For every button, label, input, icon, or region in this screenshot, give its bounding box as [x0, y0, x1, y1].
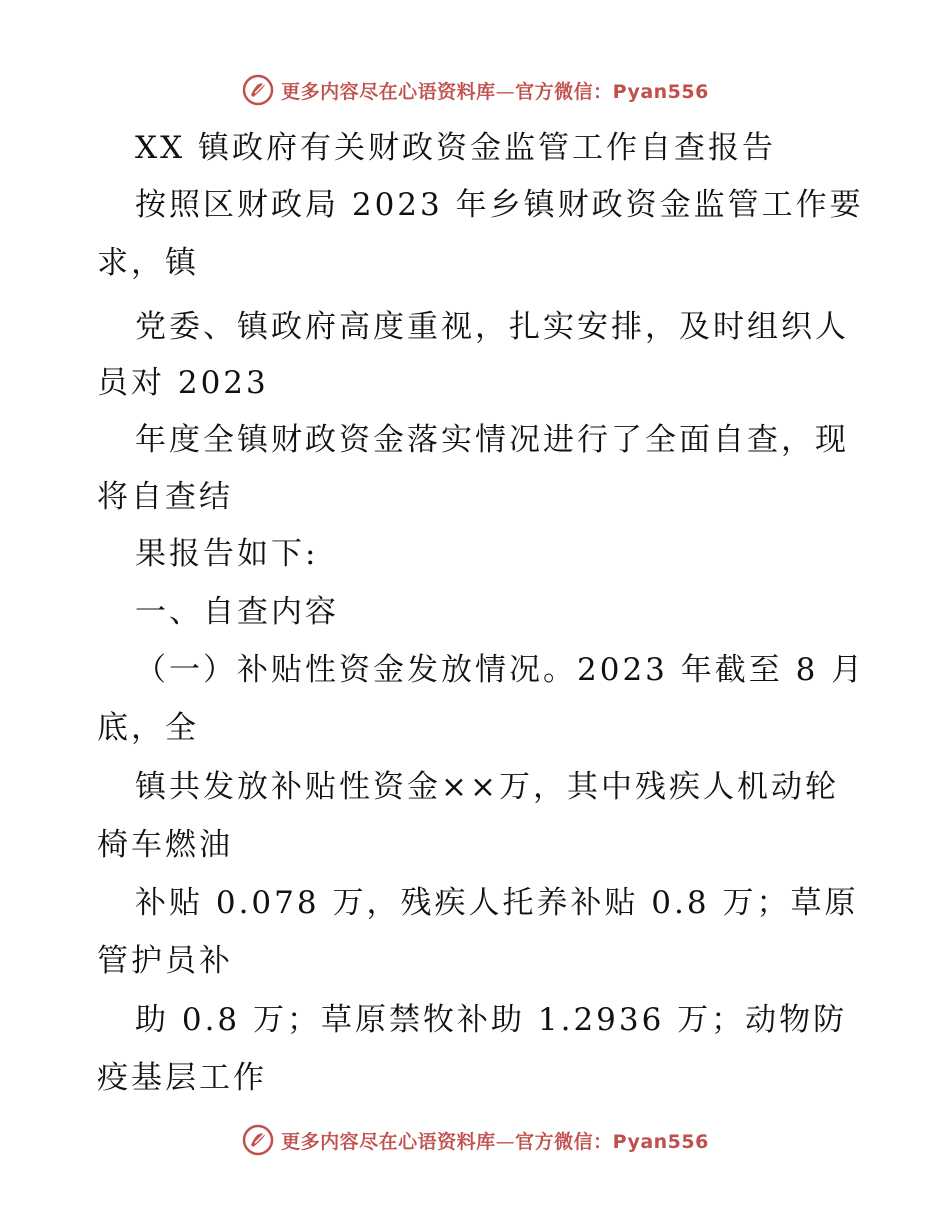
paragraph-line: 员对 2023 [97, 365, 269, 401]
subsection-heading: （一）补贴性资金发放情况。2023 年截至 8 月 [135, 652, 866, 688]
watermark-text: 更多内容尽在心语资料库—官方微信：Pyan556 [281, 1130, 709, 1153]
header-watermark-banner [0, 70, 950, 110]
paragraph-line: 椅车燃油 [97, 827, 233, 863]
section-heading: 一、自查内容 [135, 594, 339, 630]
document-title: XX 镇政府有关财政资金监管工作自查报告 [135, 130, 776, 166]
watermark-text: 更多内容尽在心语资料库—官方微信：Pyan556 [281, 80, 709, 103]
paragraph-line: 按照区财政局 2023 年乡镇财政资金监管工作要 [135, 187, 864, 223]
logo-icon [241, 73, 275, 107]
paragraph-line: 助 0.8 万；草原禁牧补助 1.2936 万；动物防 [135, 1002, 848, 1038]
footer-watermark-banner [0, 1120, 950, 1160]
paragraph-line: 年度全镇财政资金落实情况进行了全面自查，现 [135, 422, 849, 458]
paragraph-line: 镇共发放补贴性资金××万，其中残疾人机动轮 [135, 769, 839, 805]
logo-icon [241, 1123, 275, 1157]
paragraph-line: 求，镇 [97, 245, 199, 281]
paragraph-line: 补贴 0.078 万，残疾人托养补贴 0.8 万；草原 [135, 885, 859, 921]
paragraph-line: 果报告如下: [135, 536, 319, 572]
paragraph-line: 党委、镇政府高度重视，扎实安排，及时组织人 [135, 309, 849, 345]
paragraph-line: 管护员补 [97, 943, 233, 979]
paragraph-line: 疫基层工作 [97, 1060, 267, 1096]
paragraph-line: 底，全 [97, 710, 199, 746]
paragraph-line: 将自查结 [97, 479, 233, 515]
